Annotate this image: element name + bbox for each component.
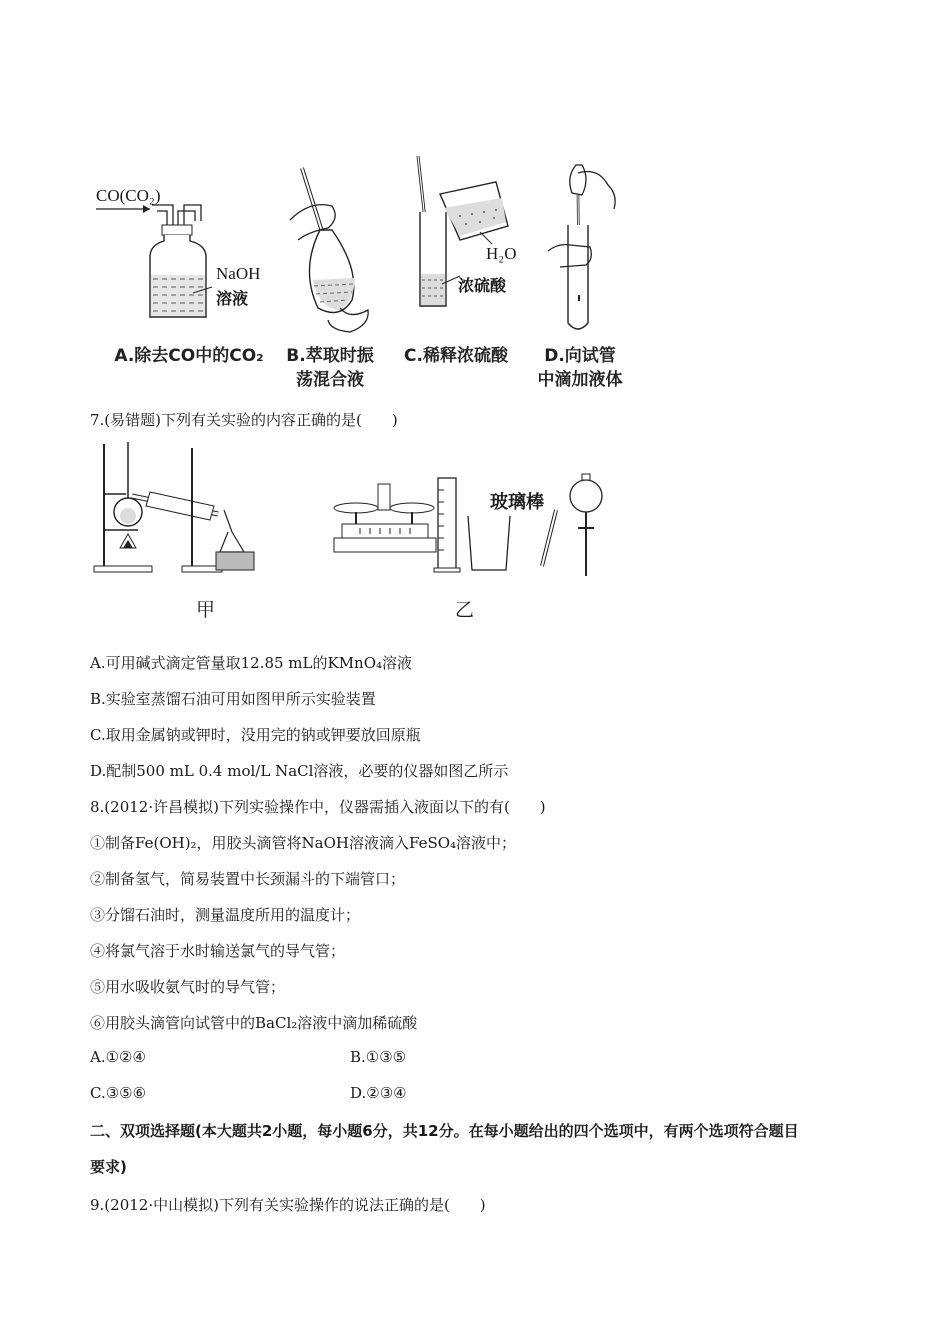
q8-option-b: B.①③⑤	[350, 1048, 407, 1066]
fig-jia-label: 甲	[196, 599, 216, 621]
separatory-funnel-drawing	[280, 160, 370, 335]
section-2-heading-line1: 二、双项选择题(本大题共2小题，每小题6分，共12分。在每小题给出的四个选项中，有两个选项符合题目	[90, 1122, 799, 1140]
conc-acid-label: 浓硫酸	[458, 276, 507, 295]
q8-option-c: C.③⑤⑥	[90, 1084, 147, 1102]
distillation-apparatus-drawing	[92, 440, 257, 575]
q7-option-c: C.取用金属钠或钾时，没用完的钠或钾要放回原瓶	[90, 726, 421, 744]
water-label: H₂O	[486, 244, 517, 263]
caption-a: A.除去CO中的CO₂	[114, 346, 264, 366]
caption-c: C.稀释浓硫酸	[404, 346, 508, 366]
fig-yi-label: 乙	[455, 599, 475, 621]
q8-item-1: ①制备Fe(OH)₂，用胶头滴管将NaOH溶液滴入FeSO₄溶液中；	[90, 834, 517, 852]
caption-b-1: B.萃取时振	[286, 346, 374, 366]
section-2-heading-line2: 要求)	[90, 1158, 127, 1176]
q8-option-d: D.②③④	[350, 1084, 407, 1102]
naoh-label: NaOH	[216, 264, 261, 283]
q8-option-a: A.①②④	[90, 1048, 146, 1066]
q7-option-b: B.实验室蒸馏石油可用如图甲所示实验装置	[90, 690, 376, 708]
q8-item-6: ⑥用胶头滴管向试管中的BaCl₂溶液中滴加稀硫酸	[90, 1014, 418, 1032]
caption-d-2: 中滴加液体	[537, 370, 623, 390]
q8-item-3: ③分馏石油时，测量温度所用的温度计；	[90, 906, 361, 924]
caption-d-1: D.向试管	[544, 346, 616, 366]
q9-stem: 9.(2012·中山模拟)下列有关实验操作的说法正确的是( )	[90, 1196, 486, 1214]
glass-rod-label: 玻璃棒	[490, 492, 544, 513]
q7-option-a: A.可用碱式滴定管量取12.85 mL的KMnO₄溶液	[90, 654, 413, 672]
q7-stem: 7.(易错题)下列有关实验的内容正确的是( )	[90, 411, 398, 429]
instruments-yi-drawing	[320, 470, 600, 580]
caption-b-2: 荡混合液	[296, 370, 364, 390]
q7-option-d: D.配制500 mL 0.4 mol/L NaCl溶液，必要的仪器如图乙所示	[90, 762, 509, 780]
q8-item-4: ④将氯气溶于水时输送氯气的导气管；	[90, 942, 346, 960]
dropper-test-tube-drawing	[538, 155, 628, 335]
q8-item-2: ②制备氢气，简易装置中长颈漏斗的下端管口；	[90, 870, 406, 888]
q8-item-5: ⑤用水吸收氨气时的导气管；	[90, 978, 286, 996]
gas-label: CO(CO₂)	[96, 186, 161, 205]
solution-label: 溶液	[216, 289, 249, 308]
q8-stem: 8.(2012·许昌模拟)下列实验操作中，仪器需插入液面以下的有( )	[90, 798, 546, 816]
